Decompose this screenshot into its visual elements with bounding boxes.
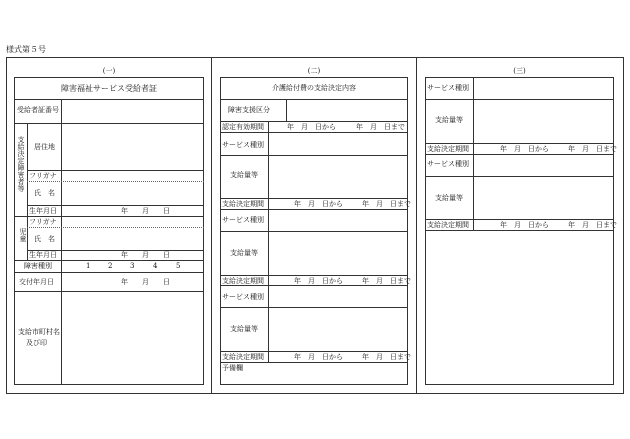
p1-dotline bbox=[27, 181, 204, 182]
p2-line bbox=[220, 307, 408, 308]
amount-label: 支給量等 bbox=[435, 116, 463, 124]
p2-line bbox=[220, 198, 408, 199]
recipient-no-label: 受給者証番号 bbox=[17, 106, 59, 114]
period-label: 支給決定期間 bbox=[222, 277, 264, 285]
p1-vline-recipient bbox=[61, 99, 62, 123]
disability-number: 5 bbox=[176, 262, 181, 270]
panel-divider-1 bbox=[211, 57, 212, 394]
period-to: 年 月 日まで bbox=[568, 221, 617, 229]
child-dob-label: 生年月日 bbox=[29, 251, 57, 259]
amount-label: 支給量等 bbox=[435, 194, 463, 202]
p2-line bbox=[220, 121, 408, 122]
period-from: 年 月 日から bbox=[500, 221, 549, 229]
disability-type-label: 障害種別 bbox=[24, 262, 52, 270]
child-furigana-label: フリガナ bbox=[29, 218, 57, 226]
p3-line bbox=[425, 176, 614, 177]
furigana-label: フリガナ bbox=[29, 172, 57, 180]
p2-vline-cert bbox=[268, 121, 269, 132]
p1-line bbox=[14, 99, 204, 100]
period-from: 年 月 日から bbox=[294, 277, 343, 285]
period-to: 年 月 日まで bbox=[568, 145, 617, 153]
child-side-label: 児童 bbox=[19, 228, 27, 242]
p1-vline-municipality bbox=[61, 291, 62, 385]
amount-label: 支給量等 bbox=[230, 171, 258, 179]
municipality-line2: 及び印 bbox=[26, 339, 47, 347]
p2-line bbox=[220, 362, 408, 363]
p1-dotline bbox=[27, 227, 204, 228]
p1-line bbox=[14, 291, 204, 292]
p1-vline-label bbox=[61, 123, 62, 260]
p1-line bbox=[27, 170, 204, 171]
p1-line bbox=[14, 216, 204, 217]
p2-line bbox=[220, 351, 408, 352]
child-dob-fields: 年 月 日 bbox=[121, 251, 170, 259]
panel-divider-2 bbox=[416, 57, 417, 394]
p1-vline-disability bbox=[61, 260, 62, 272]
p2-line bbox=[220, 209, 408, 210]
panel2-number: (二) bbox=[307, 67, 321, 75]
address-label: 居住地 bbox=[34, 143, 55, 151]
p3-line bbox=[425, 143, 614, 144]
section-side-label: 支給決定障害者等 bbox=[17, 136, 25, 192]
amount-label: 支給量等 bbox=[230, 249, 258, 257]
disability-number: 1 bbox=[86, 262, 91, 270]
cert-period-label: 認定有効期間 bbox=[222, 123, 264, 131]
disability-number: 2 bbox=[108, 262, 113, 270]
p2-line bbox=[220, 132, 408, 133]
period-label: 支給決定期間 bbox=[427, 145, 469, 153]
p3-line bbox=[425, 99, 614, 100]
dob-label: 生年月日 bbox=[29, 207, 57, 215]
issue-date-fields: 年 月 日 bbox=[121, 278, 170, 286]
panel2-title: 介護給付費の支給決定内容 bbox=[272, 84, 356, 92]
p2-line bbox=[220, 99, 408, 100]
p2-vline-block2 bbox=[268, 209, 269, 285]
period-label: 支給決定期間 bbox=[427, 221, 469, 229]
name-label: 氏 名 bbox=[34, 189, 55, 197]
p1-line bbox=[14, 272, 204, 273]
p1-vline-issue bbox=[61, 272, 62, 291]
p2-line bbox=[220, 155, 408, 156]
p2-line bbox=[220, 285, 408, 286]
period-to: 年 月 日まで bbox=[362, 277, 411, 285]
cert-from: 年 月 日から bbox=[287, 123, 336, 131]
p2-line bbox=[220, 231, 408, 232]
dob-fields: 年 月 日 bbox=[121, 207, 170, 215]
period-to: 年 月 日まで bbox=[362, 353, 411, 361]
p3-line bbox=[425, 230, 614, 231]
p2-vline-support bbox=[286, 99, 287, 121]
p1-line bbox=[14, 260, 204, 261]
service-type-label: サービス種別 bbox=[222, 216, 264, 224]
disability-number: 3 bbox=[130, 262, 135, 270]
support-category-label: 障害支援区分 bbox=[228, 106, 270, 114]
service-type-label: サービス種別 bbox=[222, 293, 264, 301]
child-name-label: 氏 名 bbox=[34, 235, 55, 243]
p3-line bbox=[425, 154, 614, 155]
amount-label: 支給量等 bbox=[230, 325, 258, 333]
cert-to: 年 月 日まで bbox=[356, 123, 405, 131]
panel1-number: (一) bbox=[102, 67, 116, 75]
period-label: 支給決定期間 bbox=[222, 200, 264, 208]
remarks-label: 予備欄 bbox=[222, 364, 243, 372]
p2-line bbox=[220, 275, 408, 276]
service-type-label: サービス種別 bbox=[427, 84, 469, 92]
period-from: 年 月 日から bbox=[294, 353, 343, 361]
municipality-line1: 支給市町村名 bbox=[18, 328, 60, 336]
p3-line bbox=[425, 219, 614, 220]
service-type-label: サービス種別 bbox=[222, 141, 264, 149]
period-label: 支給決定期間 bbox=[222, 353, 264, 361]
period-to: 年 月 日まで bbox=[362, 200, 411, 208]
issue-date-label: 交付年月日 bbox=[19, 278, 54, 286]
p1-line bbox=[14, 123, 204, 124]
period-from: 年 月 日から bbox=[294, 200, 343, 208]
panel3-number: (三) bbox=[513, 67, 526, 75]
form-label: 様式第５号 bbox=[6, 45, 46, 54]
service-type-label: サービス種別 bbox=[427, 160, 469, 168]
panel1-title: 障害福祉サービス受給者証 bbox=[61, 84, 157, 93]
p1-line bbox=[27, 205, 204, 206]
disability-number: 4 bbox=[153, 262, 158, 270]
period-from: 年 月 日から bbox=[500, 145, 549, 153]
